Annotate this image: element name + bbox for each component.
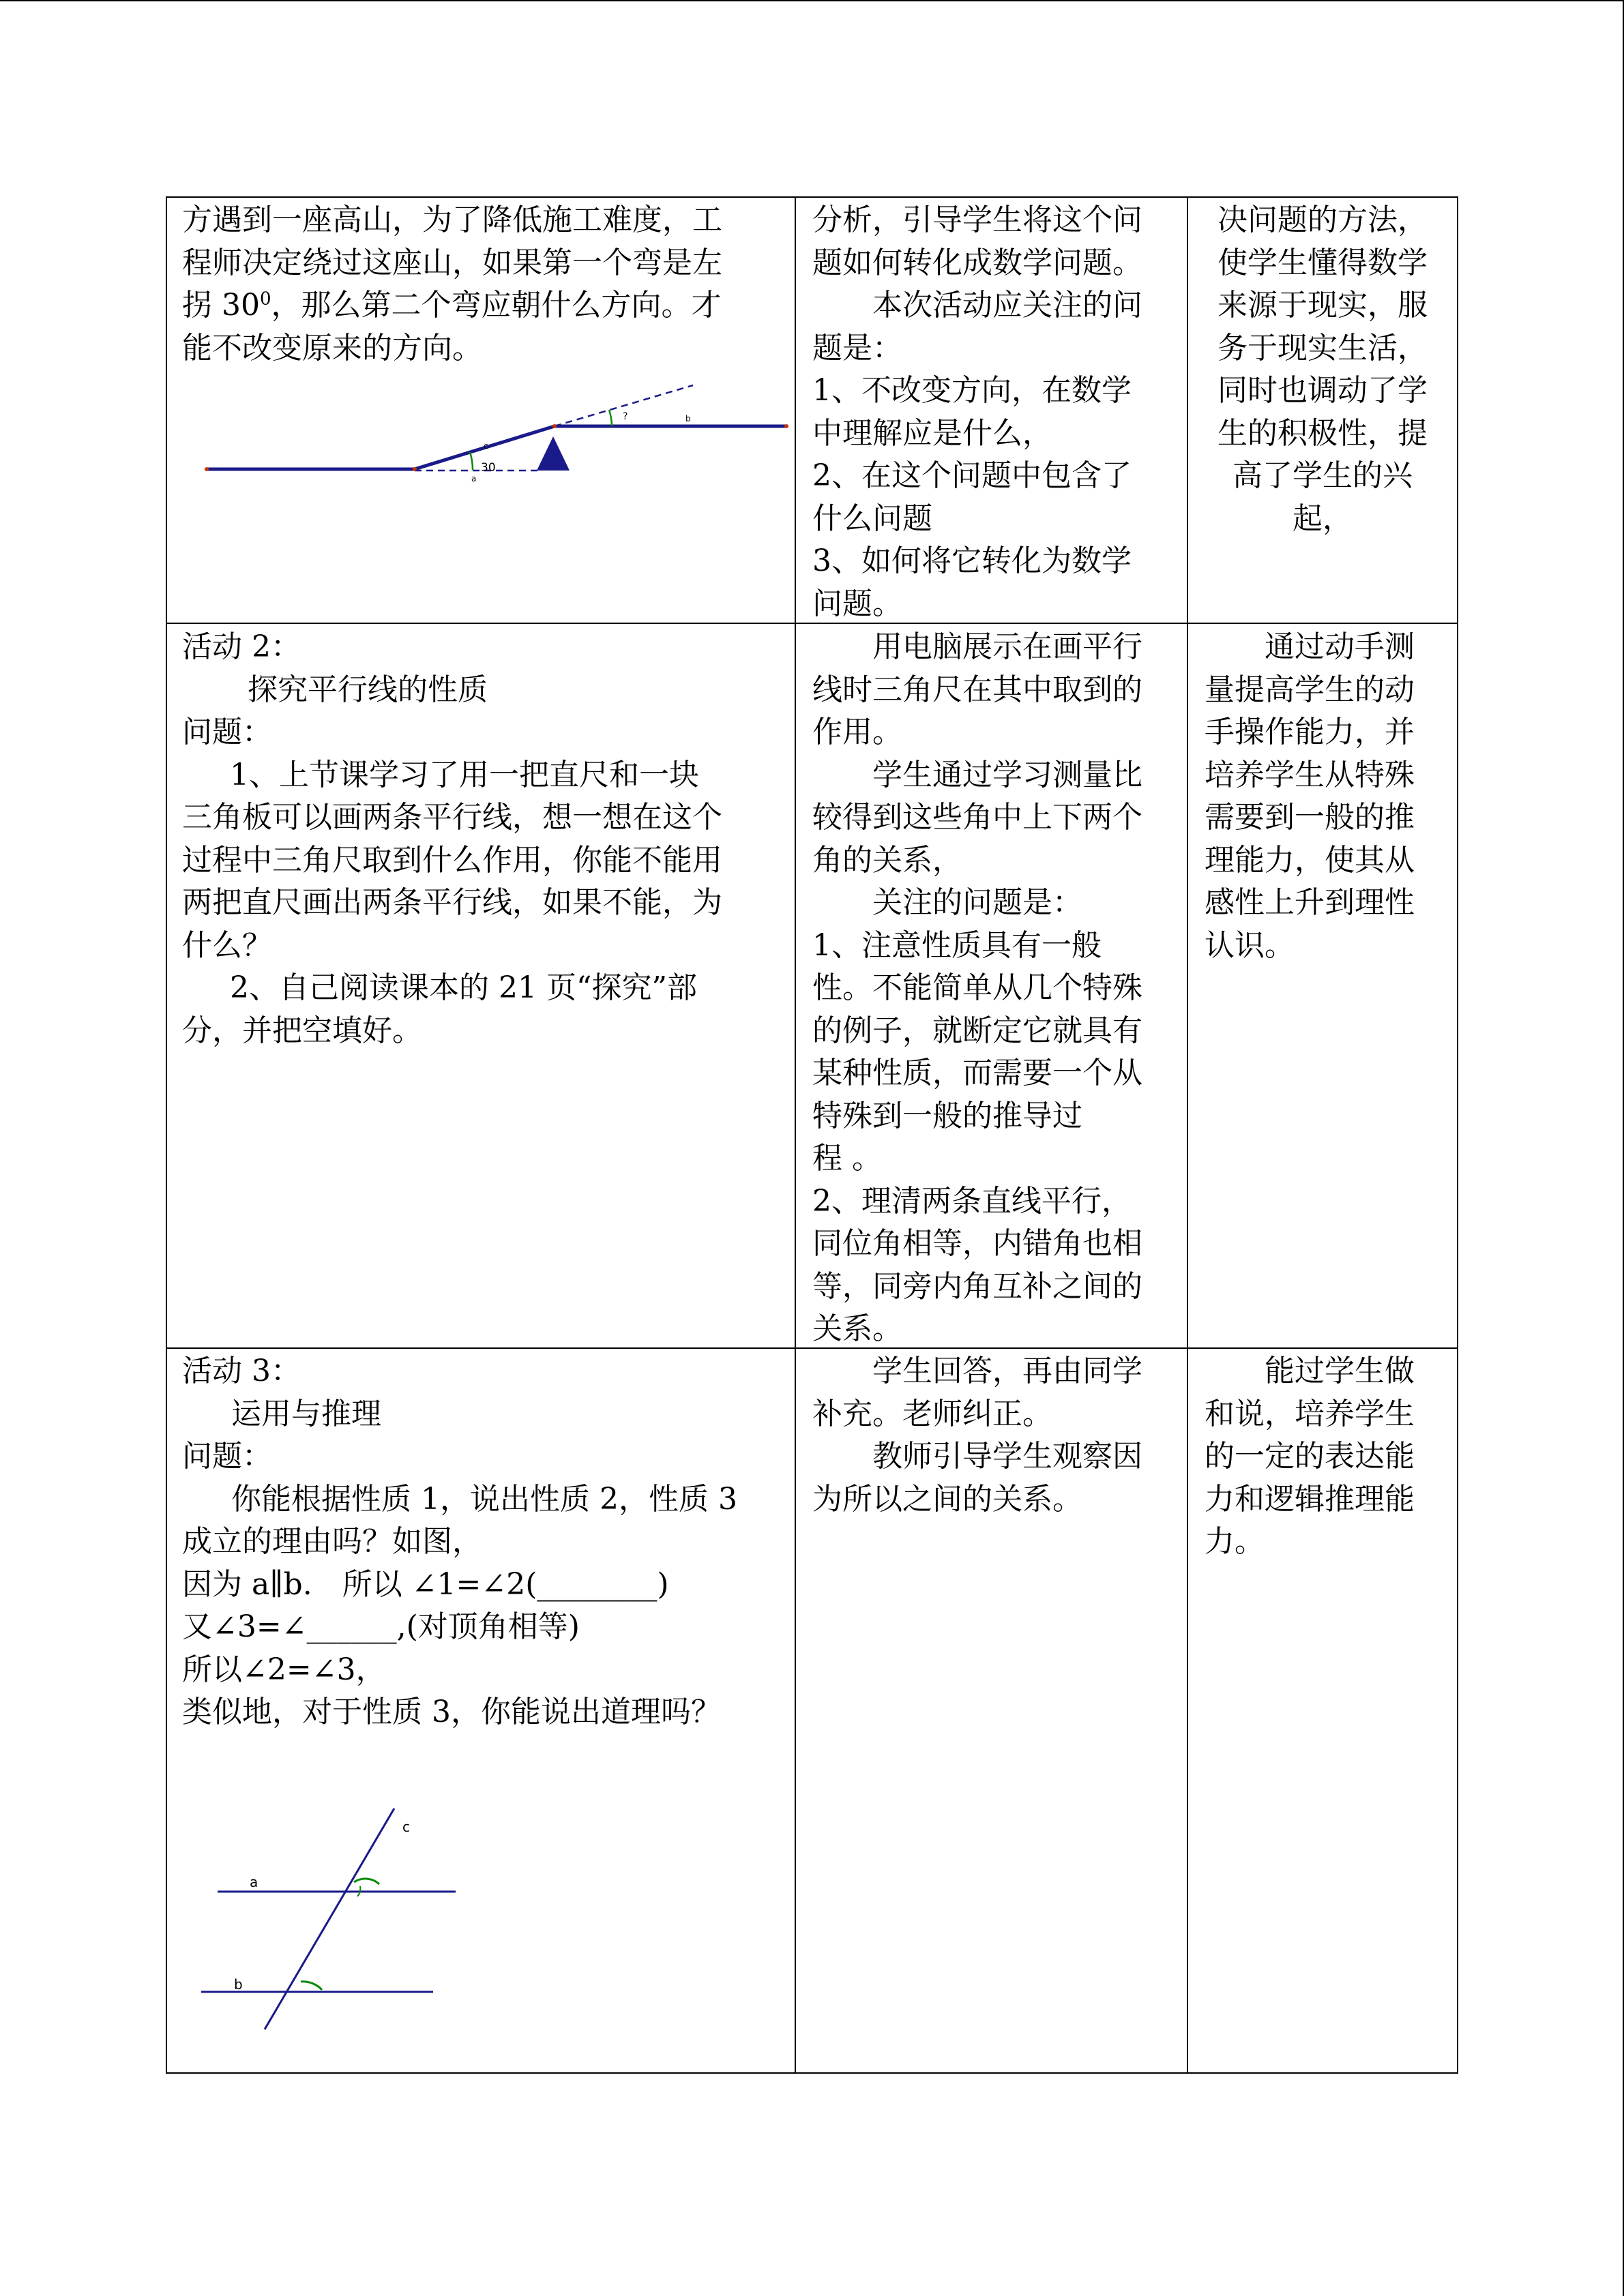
activity-2-heading: 活动 2：	[182, 629, 301, 664]
row1-guide-line: 3、如何将它转化为数学	[812, 543, 1132, 578]
activity-3-question-label: 问题：	[182, 1439, 272, 1474]
row2-guide-line: 作用。	[812, 715, 902, 749]
row2-guide-line: 同位角相等，内错角也相	[812, 1226, 1142, 1261]
row1-intent-line: 起，	[1293, 501, 1353, 536]
row2-guide-line: 关系。	[812, 1311, 902, 1346]
row1-intent-line: 同时也调动了学	[1217, 373, 1428, 408]
line-label-b: b	[234, 1976, 243, 1993]
row1-guide-line: 中理解应是什么，	[812, 415, 1052, 451]
row2-intent-line: 认识。	[1205, 927, 1295, 963]
row1-intent-line: 使学生懂得数学	[1217, 245, 1428, 280]
activity-3-equation-line: 所以∠2=∠3，	[182, 1652, 386, 1687]
row2-activity-cell	[182, 626, 722, 1052]
row2-guide-line: 程 。	[812, 1141, 882, 1176]
row3-intent-line: 能过学生做	[1265, 1354, 1415, 1388]
parallel-lines-diagram	[193, 1799, 479, 2038]
activity-3-question-line: 成立的理由吗？如图，	[182, 1524, 482, 1559]
row1-text-line: 程师决定绕过这座山，如果第一个弯是左	[182, 245, 722, 280]
row2-intent-cell	[1205, 626, 1415, 967]
row1-text-line: 方遇到一座高山，为了降低施工难度，工	[182, 203, 722, 237]
row2-guide-line: 较得到这些角中上下两个	[812, 800, 1142, 835]
table-border-top	[166, 196, 1458, 198]
row1-guide-line: 题是：	[812, 330, 902, 366]
row1-intent-cell	[1188, 199, 1457, 540]
activity-3-equation-line: 因为 a∥b. 所以 ∠1=∠2(________)	[182, 1566, 669, 1602]
row2-guide-line: 特殊到一般的推导过	[812, 1098, 1082, 1133]
activity-2-question-line: 2、自己阅读课本的 21 页“探究”部	[230, 970, 697, 1005]
line-label-c: c	[402, 1819, 410, 1835]
row3-guide-cell	[812, 1350, 1142, 1521]
row1-text-line: 能不改变原来的方向。	[182, 330, 482, 366]
row2-intent-line: 通过动手测	[1265, 629, 1415, 664]
activity-2-question-line: 什么？	[182, 927, 272, 963]
road-label-b: b	[685, 414, 691, 423]
row3-guide-line: 教师引导学生观察因	[872, 1439, 1142, 1474]
row1-guide-cell	[812, 199, 1142, 625]
row2-intent-line: 理能力，使其从	[1205, 842, 1415, 878]
activity-3-question-line: 你能根据性质 1，说出性质 2，性质 3	[231, 1481, 737, 1517]
road-angle-label-1: 30	[481, 461, 496, 475]
row2-guide-line: 1、注意性质具有一般	[812, 927, 1102, 963]
row3-guide-line: 学生回答，再由同学	[872, 1354, 1142, 1388]
row2-guide-line: 等，同旁内角互补之间的	[812, 1268, 1142, 1304]
activity-2-question-line: 两把直尺画出两条平行线，如果不能，为	[182, 885, 722, 920]
row2-guide-line: 某种性质，而需要一个从	[812, 1056, 1142, 1090]
activity-2-question-line: 1、上节课学习了用一把直尺和一块	[230, 757, 699, 792]
row3-guide-line: 为所以之间的关系。	[812, 1481, 1082, 1517]
row1-guide-line: 问题。	[812, 586, 902, 621]
activity-3-subtitle: 运用与推理	[231, 1396, 381, 1431]
activity-2-question-label: 问题：	[182, 715, 272, 749]
row1-guide-line: 本次活动应关注的问	[872, 288, 1142, 323]
row1-guide-line: 题如何转化成数学问题。	[812, 245, 1142, 280]
line-label-a: a	[250, 1874, 259, 1890]
row1-intent-line: 来源于现实，服	[1217, 288, 1428, 323]
row2-guide-line: 性。不能简单从几个特殊	[812, 970, 1142, 1005]
road-label-c: c	[484, 441, 488, 451]
row2-guide-line: 学生通过学习测量比	[872, 757, 1142, 792]
row2-guide-line: 线时三角尺在其中取到的	[812, 672, 1142, 707]
row1-intent-line: 务于现实生活，	[1217, 330, 1428, 366]
activity-2-question-line: 三角板可以画两条平行线，想一想在这个	[182, 800, 722, 835]
activity-2-subtitle: 探究平行线的性质	[248, 672, 488, 707]
row1-text-line: 拐 $30^0$，那么第二个弯应朝什么方向。才	[182, 288, 722, 323]
row2-intent-line: 需要到一般的推	[1205, 800, 1415, 835]
row2-guide-cell	[812, 626, 1142, 1351]
row2-guide-line: 用电脑展示在画平行	[872, 629, 1142, 664]
activity-2-question-line: 分，并把空填好。	[182, 1013, 422, 1048]
row3-intent-line: 的一定的表达能	[1205, 1439, 1415, 1474]
row2-intent-line: 手操作能力，并	[1205, 715, 1415, 749]
row1-guide-line: 分析，引导学生将这个问	[812, 203, 1142, 237]
row2-intent-line: 感性上升到理性	[1205, 885, 1415, 920]
row3-intent-line: 力和逻辑推理能	[1205, 1481, 1415, 1517]
row2-intent-line: 量提高学生的动	[1205, 672, 1415, 707]
activity-3-equation-line: 又∠3=∠______,(对顶角相等)	[182, 1609, 580, 1644]
row1-intent-line: 生的积极性，提	[1217, 415, 1428, 451]
road-label-a: a	[471, 474, 477, 483]
row1-guide-line: 2、在这个问题中包含了	[812, 458, 1132, 493]
activity-3-heading: 活动 3：	[182, 1354, 301, 1388]
lesson-table	[166, 196, 1458, 2074]
row2-guide-line: 的例子，就断定它就具有	[812, 1013, 1142, 1048]
row2-guide-line: 关注的问题是：	[872, 885, 1082, 920]
row3-activity-cell	[182, 1350, 737, 1734]
row2-intent-line: 培养学生从特殊	[1205, 757, 1415, 792]
row3-intent-cell	[1205, 1350, 1415, 1564]
row1-guide-line: 1、不改变方向，在数学	[812, 373, 1132, 408]
activity-3-equation-line: 类似地，对于性质 3，你能说出道理吗？	[182, 1695, 721, 1729]
table-border-left	[166, 196, 167, 2074]
road-bend-diagram	[200, 381, 800, 503]
row1-intent-line: 高了学生的兴	[1232, 458, 1413, 493]
table-border-bottom	[166, 2072, 1458, 2074]
mountain-icon	[537, 436, 570, 471]
row2-guide-line: 角的关系，	[812, 842, 962, 878]
road-angle-label-2: ?	[623, 411, 628, 422]
row3-guide-line: 补充。老师纠正。	[812, 1396, 1052, 1431]
table-border-right	[1457, 196, 1458, 2074]
row3-intent-line: 力。	[1205, 1524, 1265, 1559]
activity-2-question-line: 过程中三角尺取到什么作用，你能不能用	[182, 842, 722, 878]
row1-activity-cell	[182, 199, 722, 370]
row1-intent-line: 决问题的方法，	[1217, 203, 1428, 237]
row2-guide-line: 2、理清两条直线平行，	[812, 1183, 1132, 1219]
row3-intent-line: 和说，培养学生	[1205, 1396, 1415, 1431]
row1-guide-line: 什么问题	[812, 501, 932, 536]
